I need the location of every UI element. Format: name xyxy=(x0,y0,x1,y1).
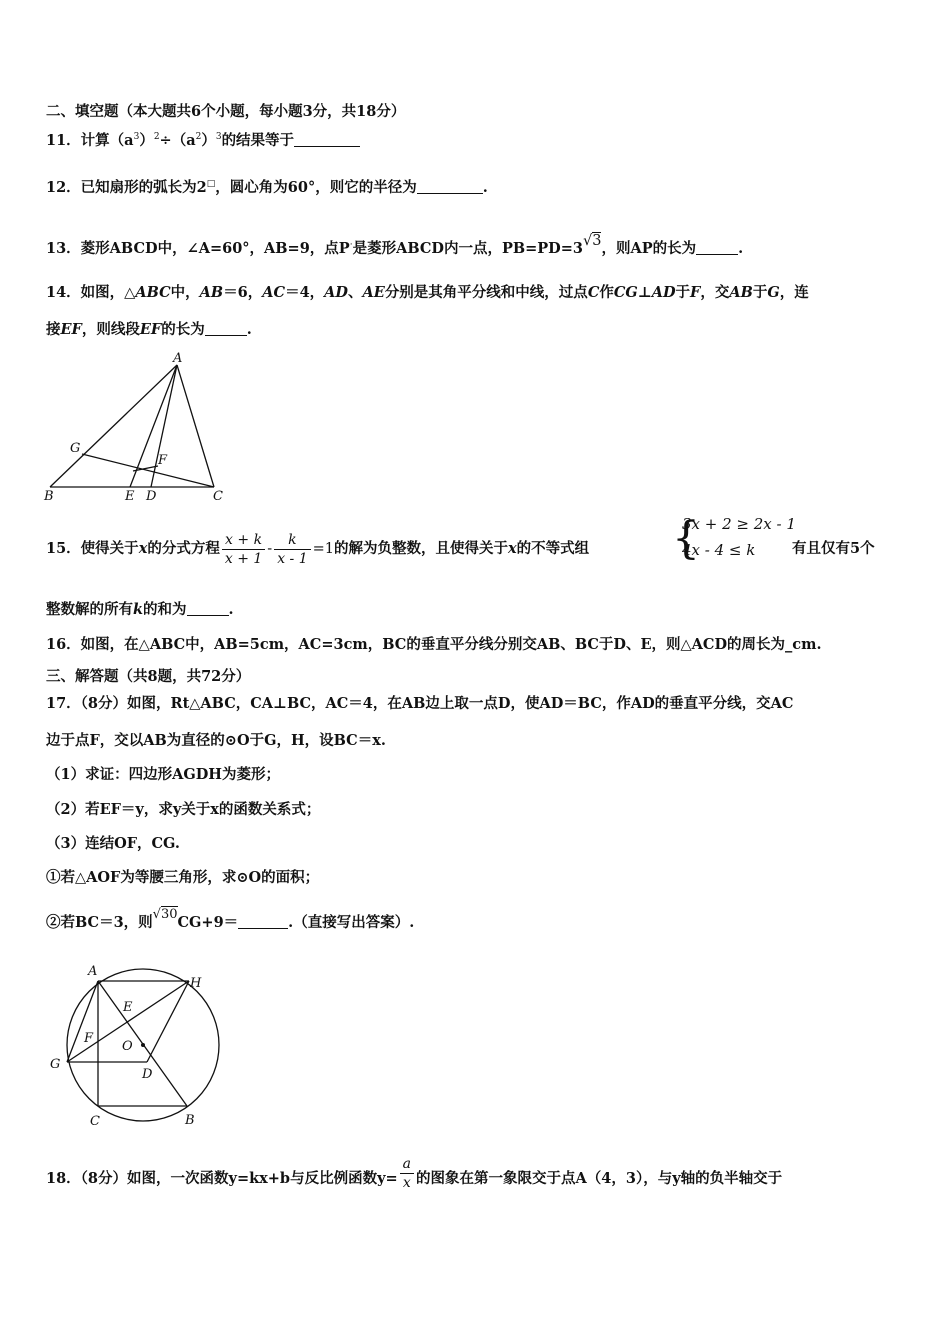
label-O: O xyxy=(122,1039,133,1054)
label-E: E xyxy=(123,1000,133,1015)
question-17-part1: （1）求证：四边形AGDH为菱形； xyxy=(46,766,280,783)
answer-blank xyxy=(417,179,483,194)
question-17-part3: （3）连结OF，CG. xyxy=(46,835,180,852)
answer-blank xyxy=(238,914,288,929)
question-13: 13．菱形ABCD中，∠A=60°，AB=9，点P·是菱形ABCD内一点，PB=PD=3√3，则AP的长为 . xyxy=(46,232,744,257)
label-F: F xyxy=(84,1031,94,1046)
inequality-system: 3x + 2 ≥ 2x - 1 4x - 4 ≤ k xyxy=(682,515,796,559)
question-17-case2: ②若BC＝3，则√30CG+9＝ .（直接写出答案）. xyxy=(46,907,415,931)
label-A: A xyxy=(173,351,183,366)
question-17-line1: 17．（8分）如图，Rt△ABC，CA⊥BC，AC＝4，在AB边上取一点D，使AD＝BC，作AD的垂直平分线，交AC xyxy=(46,695,794,712)
label-B: B xyxy=(44,489,54,504)
circle-figure xyxy=(42,958,232,1132)
question-15-tail: 有且仅有5个 xyxy=(792,540,875,557)
sqrt: √3 xyxy=(583,232,602,249)
label-D: D xyxy=(142,1067,153,1082)
question-14-line1: 14．如图，△ABC中，AB＝6，AC＝4，AD、AE分别是其角平分线和中线，过点C作CG⊥AD于F，交AB于G，连 xyxy=(46,284,809,301)
question-15-line2: 整数解的所有k的和为 . xyxy=(46,601,234,618)
question-17-case1: ①若△AOF为等腰三角形，求⊙O的面积； xyxy=(46,869,320,886)
answer-blank xyxy=(294,132,360,147)
question-15-line1: 15．使得关于x的分式方程 $\frac{x + k}{x + 1}$ - $\frac{k}{x - 1}$ =1的解为负整数，且使得关于x的不等式组 xyxy=(46,531,590,567)
label-C: C xyxy=(90,1114,100,1129)
label-A: A xyxy=(88,964,98,979)
label-E: E xyxy=(125,489,135,504)
question-16: 16．如图，在△ABC中，AB=5cm，AC=3cm，BC的垂直平分线分别交AB、BC于D、E，则△ACD的周长为_cm. xyxy=(46,636,822,653)
fraction: $\frac{x + k}{x + 1}$ xyxy=(222,531,265,568)
question-17-part2: （2）若EF＝y，求y关于x的函数关系式； xyxy=(46,801,321,818)
answer-blank xyxy=(205,321,247,336)
fraction: $\frac{a}{x}$ xyxy=(400,1155,414,1192)
question-17-line2: 边于点F，交以AB为直径的⊙O于G，H，设BC＝x. xyxy=(46,732,386,749)
fraction: $\frac{k}{x - 1}$ xyxy=(274,531,310,568)
answer-blank xyxy=(696,240,738,255)
label-B: B xyxy=(185,1113,195,1128)
label-F: F xyxy=(158,453,168,468)
question-11: 11．计算$(a^3)^2\div(a^2)^3$的结果等于 xyxy=(46,128,360,150)
sqrt: √30 xyxy=(152,907,178,922)
answer-blank xyxy=(187,601,229,616)
triangle-figure xyxy=(42,350,232,504)
section-2-header: 二、填空题（本大题共6个小题，每小题3分，共18分） xyxy=(46,103,406,120)
label-C: C xyxy=(213,489,223,504)
question-12: 12．已知扇形的弧长为2□，圆心角为60°，则它的半径为 . xyxy=(46,178,488,196)
label-D: D xyxy=(146,489,157,504)
label-G: G xyxy=(70,441,81,456)
brace: { xyxy=(672,513,700,564)
label-G: G xyxy=(50,1057,61,1072)
label-H: H xyxy=(190,976,202,991)
question-14-line2: 接EF，则线段EF的长为 . xyxy=(46,321,252,338)
question-18: 18．（8分）如图，一次函数y=kx+b与反比例函数y= $\frac{a}{x}$ 的图象在第一象限交于点A（4，3），与y轴的负半轴交于 xyxy=(46,1155,783,1191)
section-3-header: 三、解答题（共8题，共72分） xyxy=(46,668,251,685)
missing-glyph-icon: □ xyxy=(206,179,216,189)
